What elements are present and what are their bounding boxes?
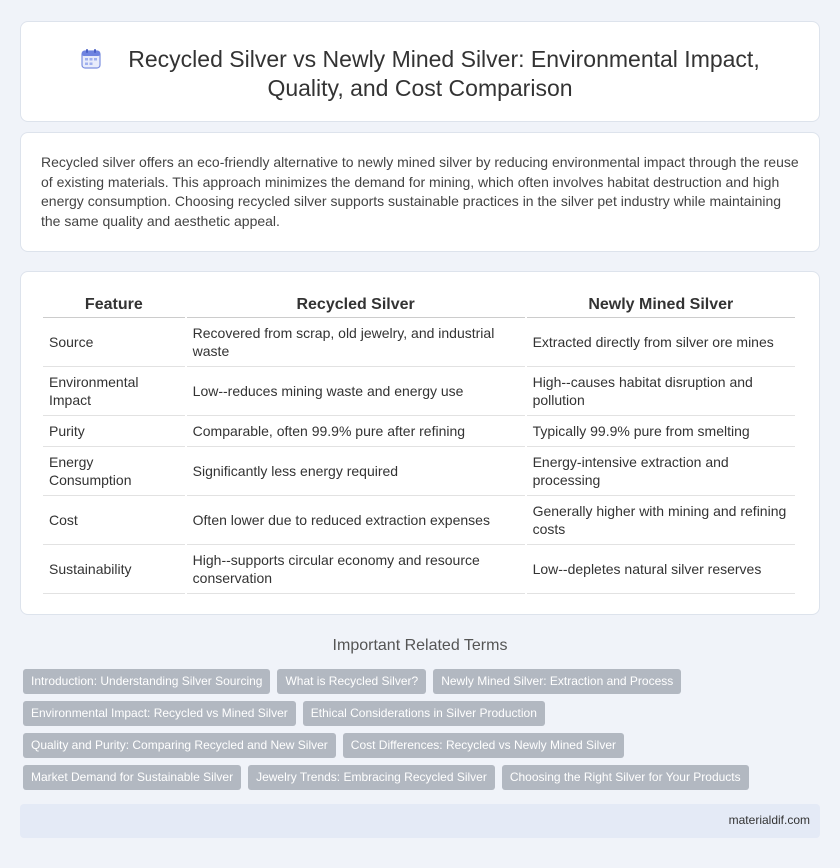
term-tag[interactable]: Newly Mined Silver: Extraction and Process: [433, 669, 681, 694]
term-tag[interactable]: Ethical Considerations in Silver Production: [303, 701, 545, 726]
term-tag[interactable]: Market Demand for Sustainable Silver: [23, 765, 241, 790]
cell-mined: Typically 99.9% pure from smelting: [527, 416, 795, 447]
table-row: [43, 496, 795, 545]
cell-mined: Extracted directly from silver ore mines: [527, 318, 795, 367]
cell-mined: Energy-intensive extraction and processing: [527, 447, 795, 496]
header-recycled: Recycled Silver: [187, 294, 525, 318]
comparison-table: [41, 294, 797, 594]
footer-site-link[interactable]: materialdif.com: [728, 813, 810, 827]
cell-recycled: Significantly less energy required: [187, 447, 525, 496]
cell-feature: Energy Consumption: [43, 447, 185, 496]
intro-paragraph: Recycled silver offers an eco-friendly alternative to newly mined silver by reducing environmental impact through the reuse of existing materials. This approach minimizes the demand for mining, which often involves habitat destruction and high energy consumption. Choosing recycled silver supports sustainable practices in the silver pet industry while maintaining the same quality and aesthetic appeal.: [41, 154, 799, 229]
cell-recycled: Often lower due to reduced extraction expenses: [187, 496, 525, 545]
table-header-row: [43, 294, 795, 318]
cell-recycled: Comparable, often 99.9% pure after refining: [187, 416, 525, 447]
cell-mined: High--causes habitat disruption and pollution: [527, 367, 795, 416]
table-row: [43, 318, 795, 367]
cell-recycled: High--supports circular economy and resource conservation: [187, 545, 525, 594]
term-tag[interactable]: Jewelry Trends: Embracing Recycled Silver: [248, 765, 495, 790]
cell-mined: Low--depletes natural silver reserves: [527, 545, 795, 594]
term-tag[interactable]: Choosing the Right Silver for Your Products: [502, 765, 749, 790]
table-row: [43, 367, 795, 416]
cell-recycled: Low--reduces mining waste and energy use: [187, 367, 525, 416]
cell-mined: Generally higher with mining and refining costs: [527, 496, 795, 545]
page-title-wrap: [21, 45, 819, 103]
cell-feature: Sustainability: [43, 545, 185, 594]
cell-feature: Environmental Impact: [43, 367, 185, 416]
intro-card: [20, 132, 820, 252]
related-terms-list: [23, 669, 823, 797]
term-tag[interactable]: What is Recycled Silver?: [277, 669, 426, 694]
term-tag[interactable]: Introduction: Understanding Silver Sourcing: [23, 669, 270, 694]
header-feature: Feature: [43, 294, 185, 318]
table-row: [43, 545, 795, 594]
term-tag[interactable]: Environmental Impact: Recycled vs Mined Silver: [23, 701, 296, 726]
footer: [20, 804, 820, 838]
cell-feature: Purity: [43, 416, 185, 447]
related-terms-heading: Important Related Terms: [332, 637, 508, 654]
calendar-icon: [80, 48, 102, 70]
term-tag[interactable]: Cost Differences: Recycled vs Newly Mined Silver: [343, 733, 624, 758]
table-row: [43, 416, 795, 447]
cell-recycled: Recovered from scrap, old jewelry, and industrial waste: [187, 318, 525, 367]
cell-feature: Source: [43, 318, 185, 367]
comparison-card: [20, 271, 820, 615]
header-mined: Newly Mined Silver: [527, 294, 795, 318]
page-title: Recycled Silver vs Newly Mined Silver: Environmental Impact, Quality, and Cost Comparison: [128, 46, 760, 101]
table-row: [43, 447, 795, 496]
header-card: [20, 21, 820, 122]
cell-feature: Cost: [43, 496, 185, 545]
term-tag[interactable]: Quality and Purity: Comparing Recycled and New Silver: [23, 733, 336, 758]
